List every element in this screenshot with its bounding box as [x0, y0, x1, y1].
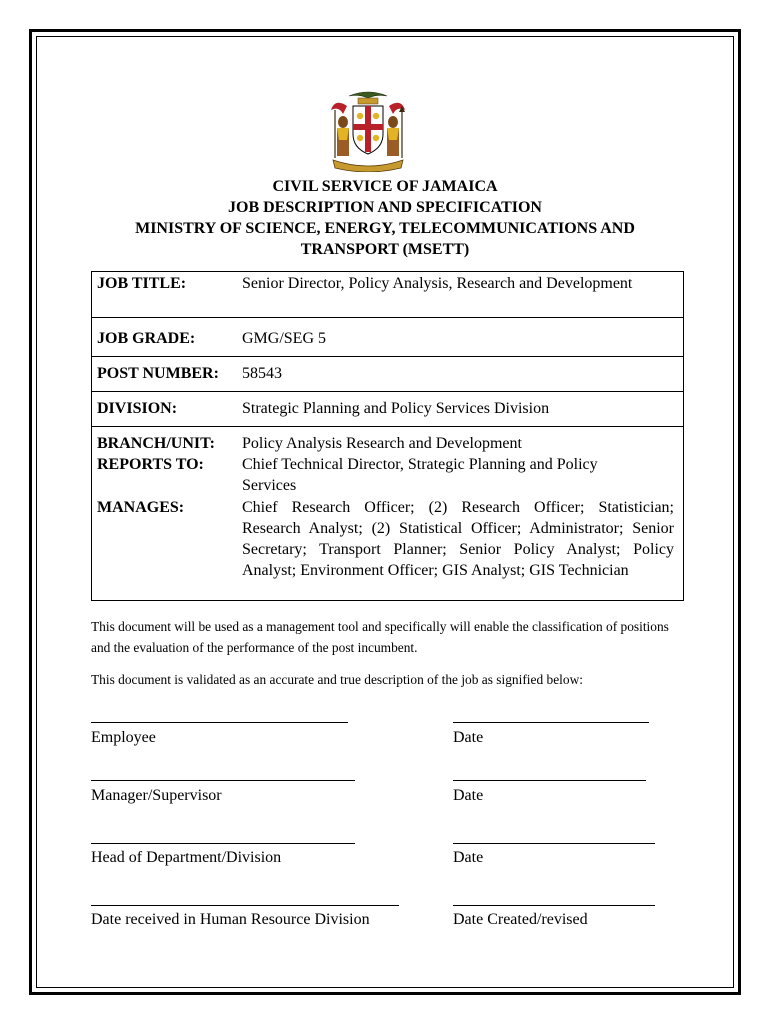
- head-date-line: [453, 843, 655, 844]
- purpose-paragraph: This document will be used as a management tool and specifically will enable the classification of positions and the evaluation of the performance of the post incumbent.: [91, 619, 669, 655]
- job-title-label: JOB TITLE:: [97, 275, 187, 292]
- header-line-3: MINISTRY OF SCIENCE, ENERGY, TELECOMMUNICATIONS AND: [135, 220, 635, 237]
- head-date-label: Date: [453, 849, 484, 866]
- employee-date-label: Date: [453, 729, 484, 746]
- manages-value: Chief Research Officer; (2) Research Officer; Statistician; Research Analyst; (2) Statistical Officer; Administrator; Senior Secretary; Transport Planner; Senior Policy Analyst; Policy Analyst; Environment Officer; GIS Analyst; GIS Technician: [242, 499, 674, 579]
- header-line-2: JOB DESCRIPTION AND SPECIFICATION: [228, 199, 542, 216]
- employee-signature-line: [91, 722, 348, 723]
- reports-to-value: Chief Technical Director, Strategic Planning and Policy Services: [242, 456, 598, 494]
- branch-unit-value: Policy Analysis Research and Development: [242, 435, 522, 452]
- division-label: DIVISION:: [97, 400, 178, 417]
- hr-received-line: [91, 905, 399, 906]
- employee-label: Employee: [91, 729, 156, 746]
- jamaica-coat-of-arms-icon: [325, 86, 411, 172]
- table-divider: [91, 391, 684, 392]
- division-value: Strategic Planning and Policy Services Division: [242, 400, 550, 417]
- header-line-4: TRANSPORT (MSETT): [300, 241, 470, 258]
- table-divider: [91, 426, 684, 427]
- job-grade-value: GMG/SEG 5: [242, 330, 327, 347]
- manager-signature-line: [91, 780, 355, 781]
- post-number-value: 58543: [242, 365, 282, 382]
- branch-unit-label: BRANCH/UNIT:: [97, 435, 215, 452]
- date-created-label: Date Created/revised: [453, 911, 588, 928]
- date-created-line: [453, 905, 655, 906]
- manager-supervisor-label: Manager/Supervisor: [91, 787, 222, 804]
- job-grade-label: JOB GRADE:: [97, 330, 196, 347]
- table-divider: [91, 317, 684, 318]
- manager-date-label: Date: [453, 787, 484, 804]
- document-header: [60, 176, 710, 260]
- table-divider: [91, 356, 684, 357]
- hr-received-label: Date received in Human Resource Division: [91, 911, 370, 928]
- employee-date-line: [453, 722, 649, 723]
- header-line-1: CIVIL SERVICE OF JAMAICA: [272, 178, 498, 195]
- manager-date-line: [453, 780, 646, 781]
- validation-paragraph: This document is validated as an accurate and true description of the job as signified below:: [91, 672, 583, 687]
- manages-label: MANAGES:: [97, 499, 185, 516]
- job-title-value: Senior Director, Policy Analysis, Research and Development: [242, 275, 633, 292]
- post-number-label: POST NUMBER:: [97, 365, 219, 382]
- head-of-department-label: Head of Department/Division: [91, 849, 282, 866]
- head-signature-line: [91, 843, 355, 844]
- reports-to-label: REPORTS TO:: [97, 456, 204, 473]
